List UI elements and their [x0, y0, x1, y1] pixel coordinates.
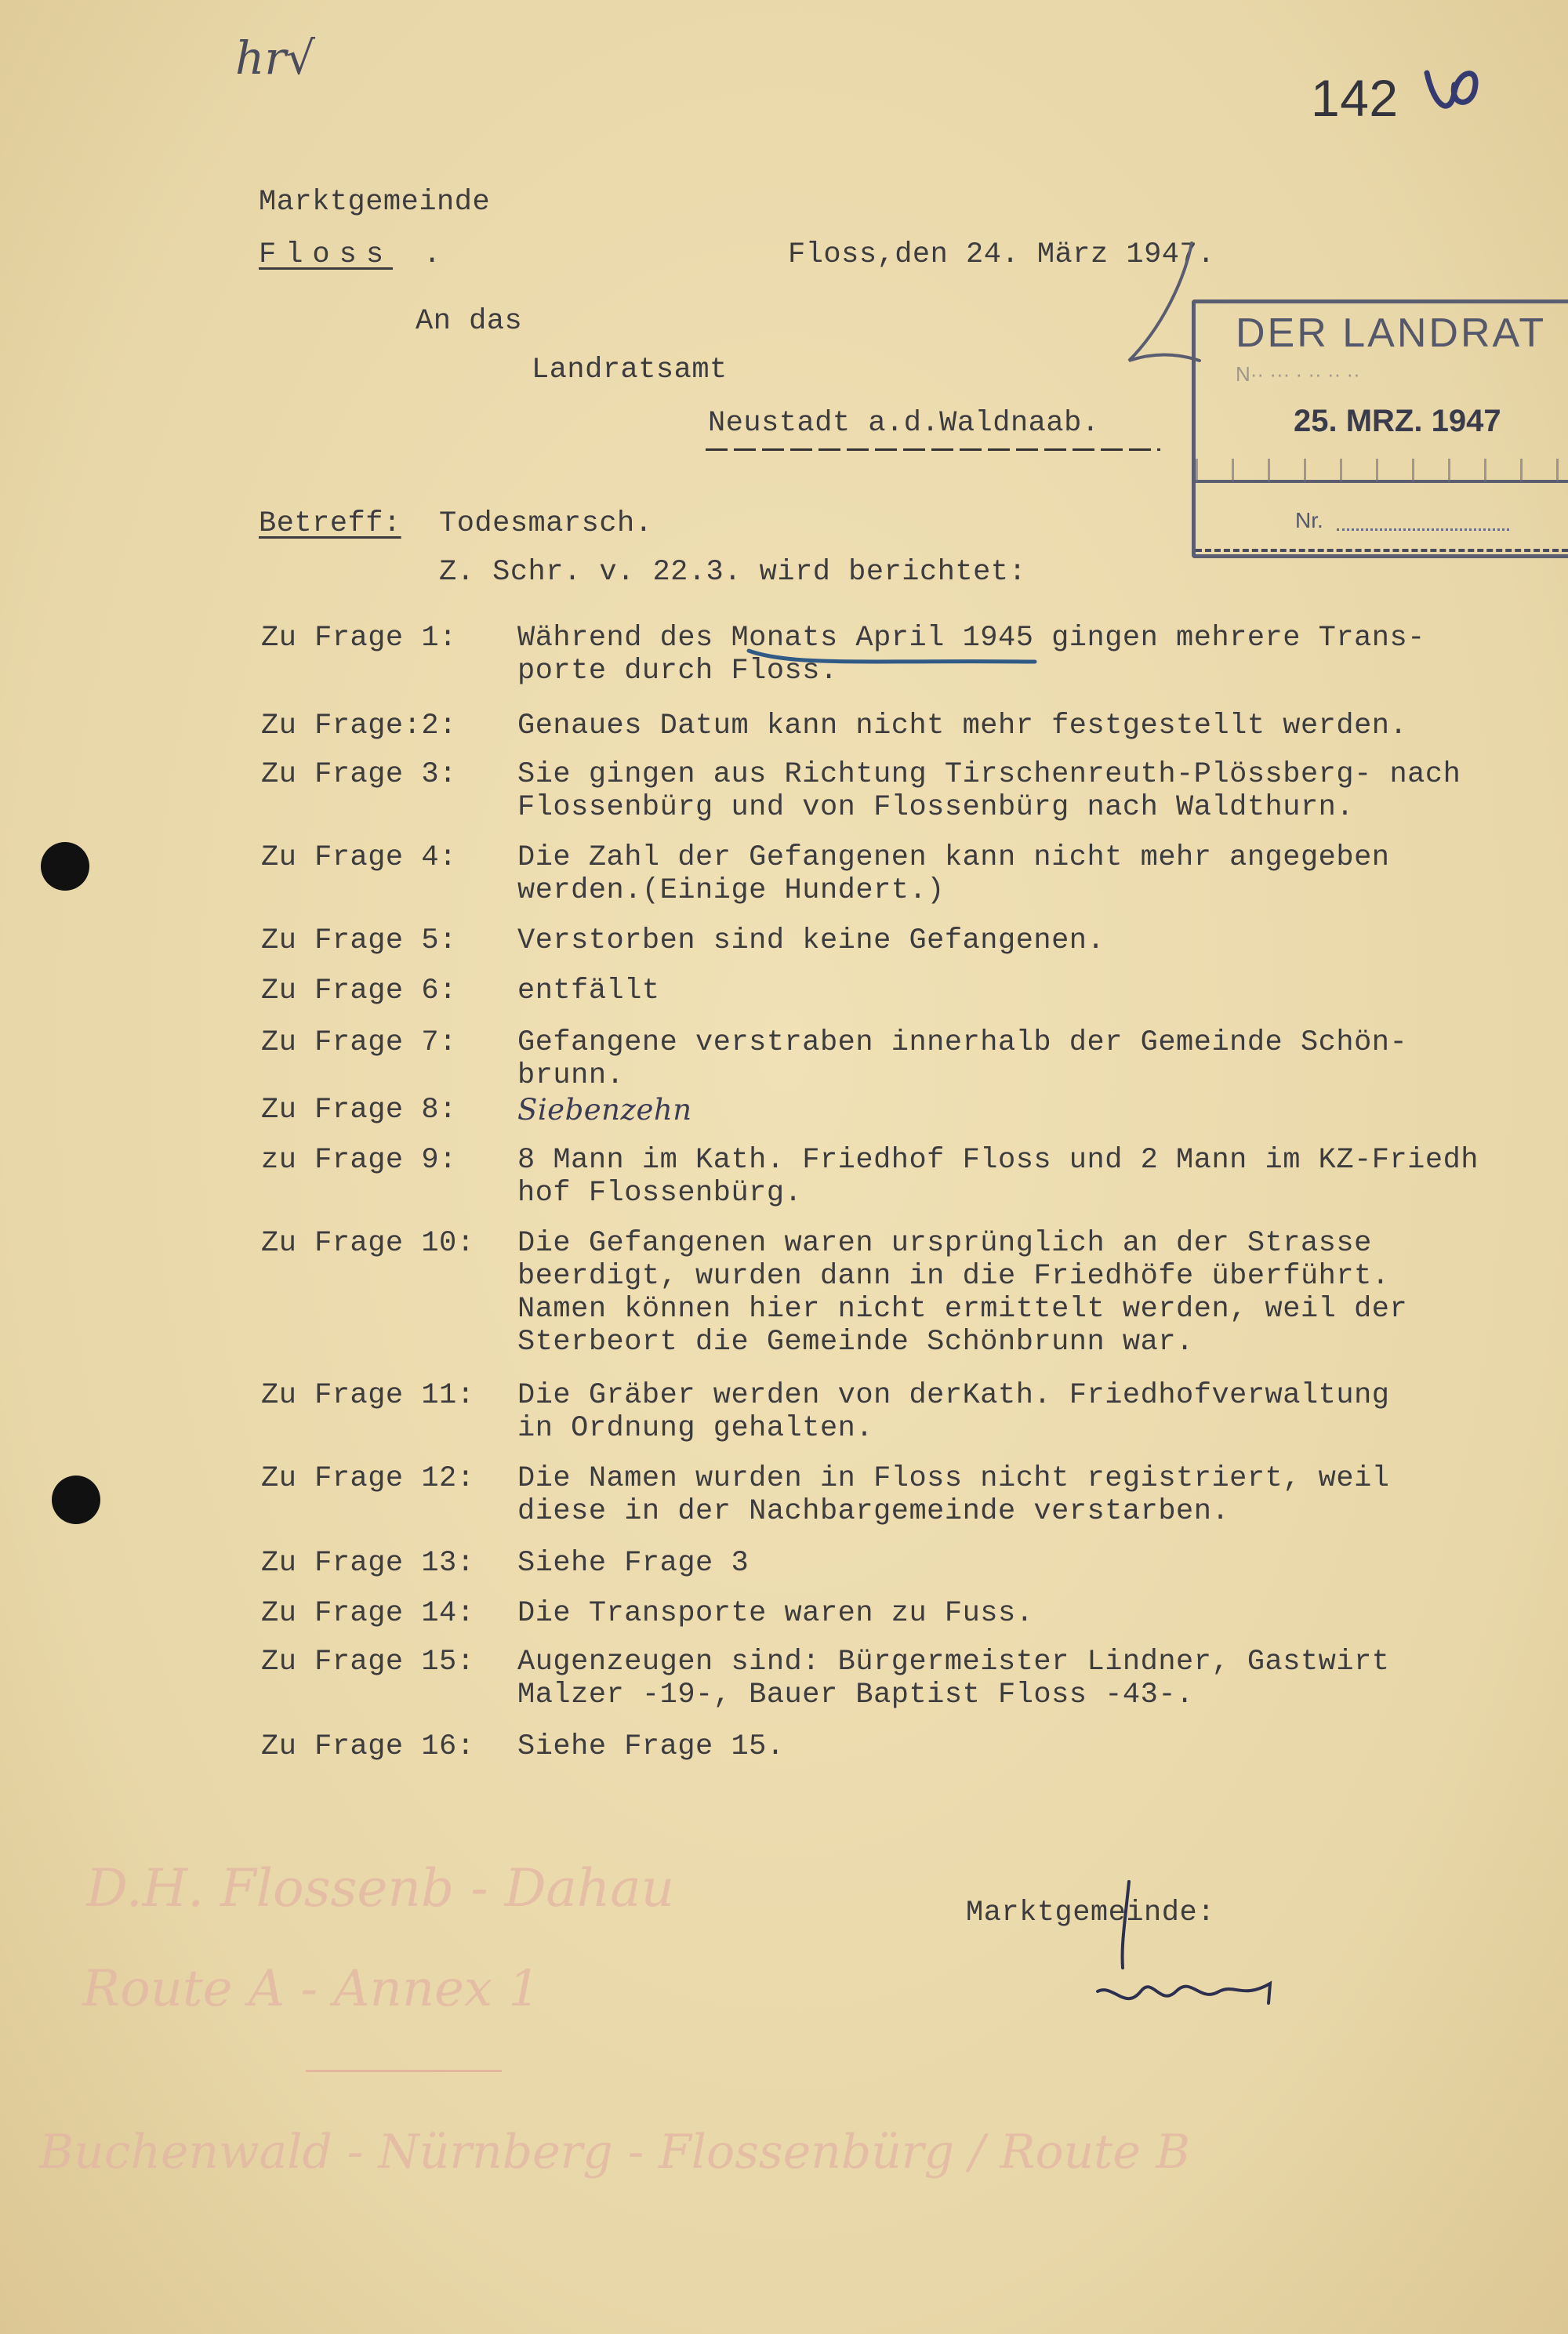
- recipient-line2: Landratsamt: [532, 354, 728, 387]
- item-line: diese in der Nachbargemeinde verstarben.: [517, 1495, 1230, 1528]
- item-line: in Ordnung gehalten.: [517, 1412, 874, 1445]
- faint-archival-note-1: D.H. Flossenb - Dahau: [86, 1858, 675, 1918]
- faint-archival-note-2: Route A - Annex 1: [82, 1960, 541, 2018]
- item-label: Zu Frage 5:: [261, 924, 457, 957]
- item-line: Die Gräber werden von derKath. Friedhofverwaltung: [517, 1379, 1390, 1412]
- faint-archival-note-3: Buchenwald - Nürnberg - Flossenbürg / Route B: [39, 2125, 1191, 2180]
- item-line: Malzer -19-, Bauer Baptist Floss -43-.: [517, 1679, 1194, 1711]
- item-label: Zu Frage 3:: [261, 758, 457, 791]
- item-line: Die Gefangenen waren ursprünglich an der Strasse: [517, 1227, 1372, 1260]
- subject-label: Betreff:: [259, 507, 401, 540]
- subject-value: Todesmarsch.: [439, 507, 653, 540]
- item-line: Flossenbürg und von Flossenbürg nach Waldthurn.: [517, 791, 1355, 824]
- item-label: Zu Frage 10:: [261, 1227, 475, 1260]
- item-line: Die Transporte waren zu Fuss.: [517, 1597, 1034, 1630]
- item-label: Zu Frage 4:: [261, 841, 457, 874]
- stamp-columns: [1196, 459, 1568, 482]
- item-line: Augenzeugen sind: Bürgermeister Lindner, Gastwirt: [517, 1646, 1390, 1679]
- item-line: Siehe Frage 15.: [517, 1730, 785, 1763]
- item-line: Die Zahl der Gefangenen kann nicht mehr angegeben: [517, 841, 1390, 874]
- sender-place: Floss: [259, 238, 394, 271]
- item-line: Während des Monats April 1945 gingen mehrere Trans-: [517, 622, 1425, 655]
- item-line: Genaues Datum kann nicht mehr festgestellt werden.: [517, 710, 1408, 742]
- item-line: Siebenzehn: [517, 1093, 692, 1127]
- item-label: Zu Frage 11:: [261, 1379, 475, 1412]
- faint-archival-rule: [306, 2070, 502, 2072]
- recipient-line3: Neustadt a.d.Waldnaab.: [708, 407, 1100, 440]
- item-label: Zu Frage 14:: [261, 1597, 475, 1630]
- sender-place-dot: .: [423, 238, 441, 271]
- stamp-authority: DER LANDRAT: [1236, 310, 1547, 356]
- item-line: brunn.: [517, 1059, 625, 1092]
- item-line: Sterbeort die Gemeinde Schönbrunn war.: [517, 1326, 1194, 1359]
- item-line: Siehe Frage 3: [517, 1547, 750, 1580]
- recipient-line1: An das: [416, 305, 523, 338]
- item-label: Zu Frage 16:: [261, 1730, 475, 1763]
- item-line: Verstorben sind keine Gefangenen.: [517, 924, 1105, 957]
- item-label: Zu Frage:2:: [261, 710, 457, 742]
- subject-reference: Z. Schr. v. 22.3. wird berichtet:: [439, 556, 1027, 589]
- recipient-underline: [706, 448, 1160, 451]
- item-label: Zu Frage 8:: [261, 1094, 457, 1127]
- item-label: Zu Frage 13:: [261, 1547, 475, 1580]
- item-line: werden.(Einige Hundert.): [517, 874, 945, 907]
- stamp-nr-label: Nr.: [1295, 508, 1323, 532]
- item-line: 8 Mann im Kath. Friedhof Floss und 2 Mann im KZ-Friedh: [517, 1144, 1479, 1177]
- item-label: Zu Frage 12:: [261, 1462, 475, 1495]
- handwritten-mark-icon: [1419, 61, 1490, 124]
- punch-hole-bottom: [52, 1476, 100, 1524]
- sender-name: Marktgemeinde: [259, 186, 491, 219]
- signature-label: Marktgemeinde:: [966, 1897, 1215, 1929]
- item-line: hof Flossenbürg.: [517, 1177, 803, 1210]
- handwritten-underline-icon: [745, 643, 1043, 674]
- item-line: Die Namen wurden in Floss nicht registriert, weil: [517, 1462, 1390, 1495]
- item-line: porte durch Floss.: [517, 655, 838, 688]
- stamp-bottom-line: [1196, 549, 1568, 552]
- handwritten-initials: hr√: [235, 31, 316, 85]
- stamp-nr-dots: [1337, 528, 1509, 531]
- item-line: Namen können hier nicht ermittelt werden, weil der: [517, 1293, 1408, 1326]
- place-date: Floss,den 24. März 1947.: [788, 238, 1215, 271]
- signature-icon: [1082, 1874, 1286, 2023]
- stamp-faint-line: N·· ··· · ·· ·· ··: [1236, 362, 1360, 386]
- item-line: entfällt: [517, 975, 660, 1007]
- punch-hole-top: [41, 842, 89, 891]
- item-label: zu Frage 9:: [261, 1144, 457, 1177]
- stamp-date: 25. MRZ. 1947: [1294, 404, 1501, 438]
- item-label: Zu Frage 1:: [261, 622, 457, 655]
- item-label: Zu Frage 7:: [261, 1026, 457, 1059]
- item-line: Sie gingen aus Richtung Tirschenreuth-Plössberg- nach: [517, 758, 1461, 791]
- item-line: beerdigt, wurden dann in die Friedhöfe überführt.: [517, 1260, 1390, 1293]
- item-line: Gefangene verstraben innerhalb der Gemeinde Schön-: [517, 1026, 1408, 1059]
- page-number: 142: [1311, 69, 1399, 127]
- item-label: Zu Frage 15:: [261, 1646, 475, 1679]
- item-label: Zu Frage 6:: [261, 975, 457, 1007]
